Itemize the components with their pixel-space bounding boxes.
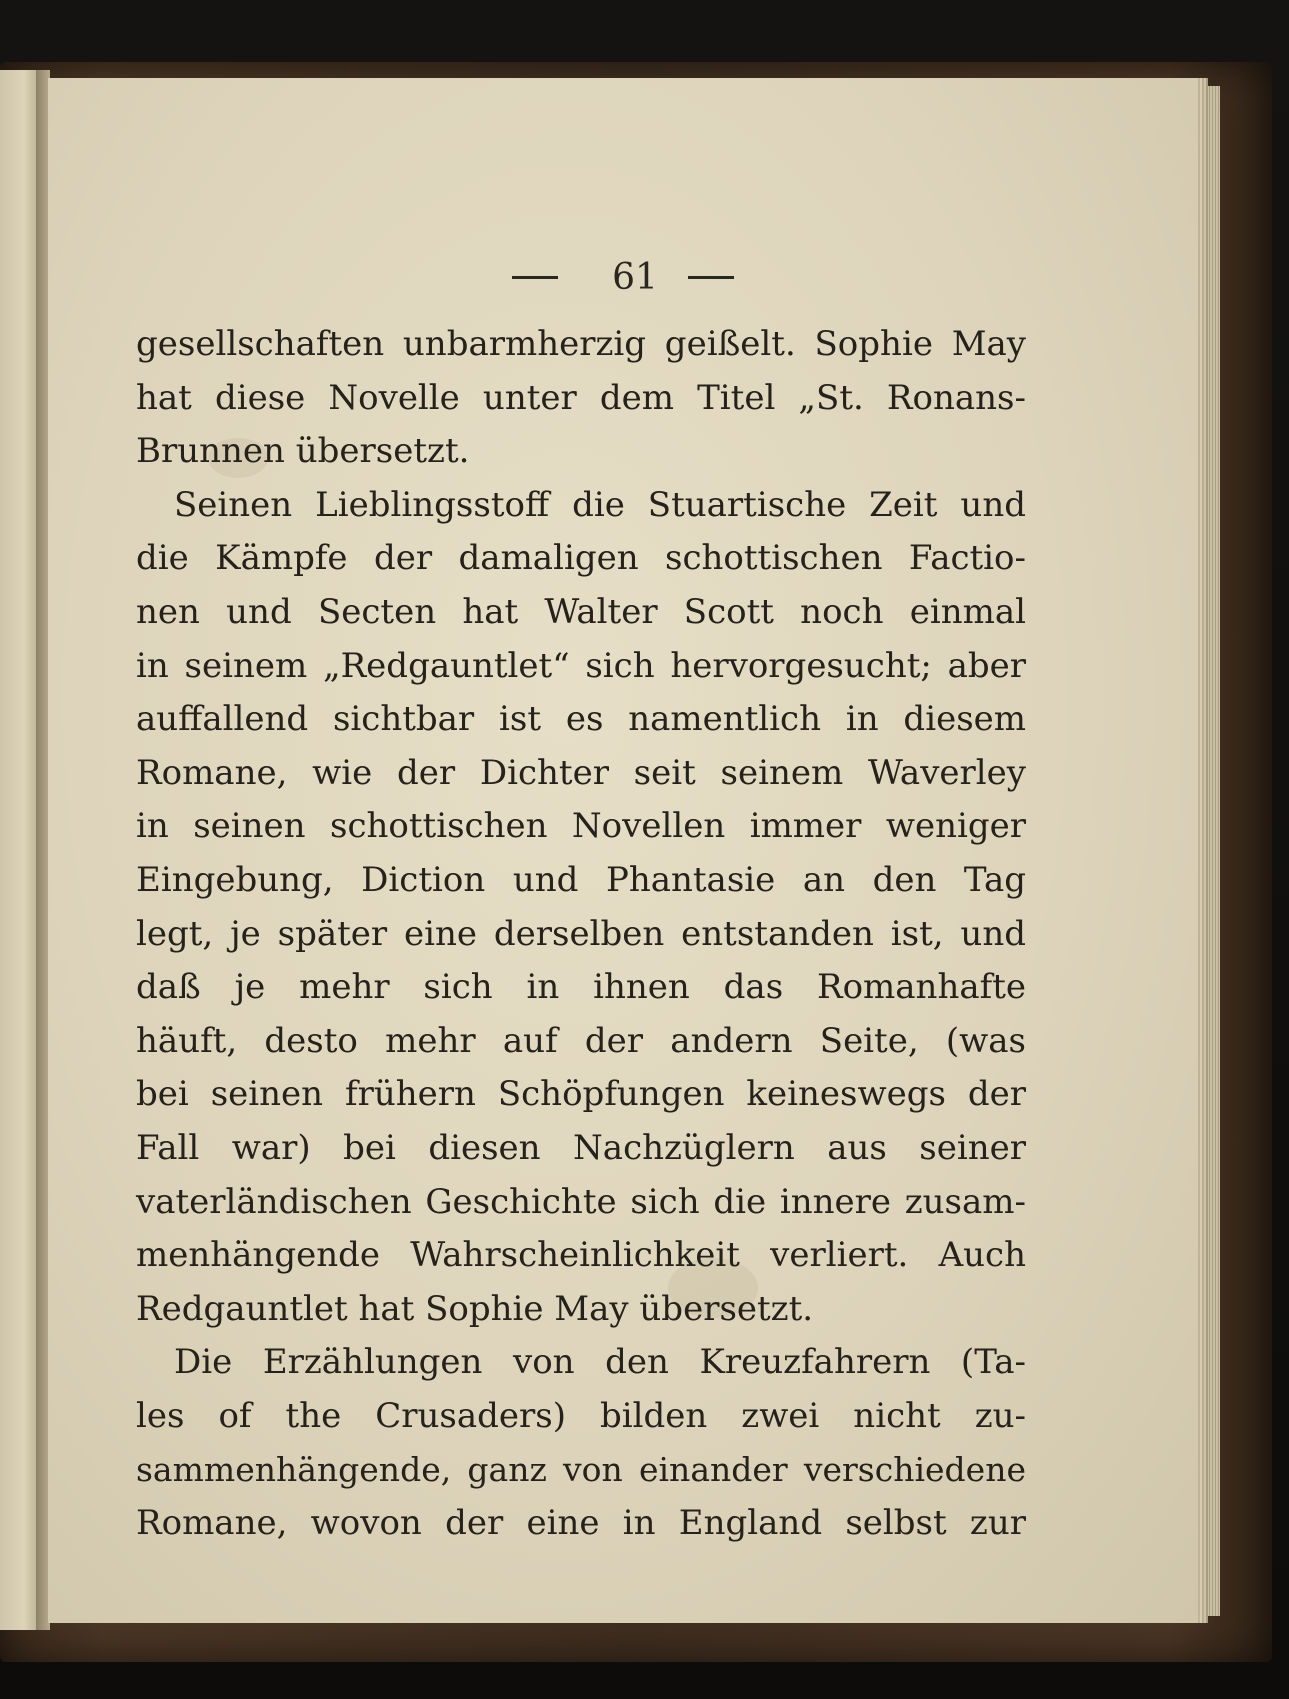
text-line: legt, je später eine derselben entstanden ist, und	[136, 913, 1026, 954]
text-line: Seinen Lieblingsstoff die Stuartische Zeit und	[174, 484, 1026, 525]
book-page	[48, 78, 1198, 1623]
text-line: menhängende Wahrscheinlichkeit verliert. Auch	[136, 1235, 1026, 1276]
text-line: Die Erzählungen von den Kreuzfahrern (Ta-	[174, 1342, 1026, 1383]
previous-page-edge	[0, 70, 40, 1630]
text-line: sammenhängende, ganz von einander verschiedene	[136, 1450, 1026, 1490]
text-line: vaterländischen Geschichte sich die innere zusam-	[136, 1181, 1026, 1222]
text-line: nen und Secten hat Walter Scott noch einmal	[136, 591, 1026, 632]
text-line: Fall war) bei diesen Nachzüglern aus seiner	[136, 1127, 1026, 1168]
text-line: die Kämpfe der damaligen schottischen Factio-	[136, 538, 1026, 579]
text-line: les of the Crusaders) bilden zwei nicht zu-	[136, 1395, 1026, 1436]
text-line: daß je mehr sich in ihnen das Romanhafte	[136, 967, 1026, 1008]
header-dash-right	[688, 276, 734, 279]
text-line: Romane, wovon der eine in England selbst zur	[136, 1503, 1026, 1544]
header-dash-left	[512, 276, 558, 279]
text-line: Romane, wie der Dichter seit seinem Waverley	[136, 752, 1026, 793]
body-text	[136, 318, 1026, 1551]
text-line: hat diese Novelle unter dem Titel „St. Ronans-	[136, 377, 1026, 418]
text-line: in seinem „Redgauntlet“ sich hervorgesucht; aber	[136, 645, 1026, 686]
text-line: häuft, desto mehr auf der andern Seite, (was	[136, 1020, 1026, 1061]
page-header	[48, 254, 1198, 298]
text-line: auffallend sichtbar ist es namentlich in diesem	[136, 699, 1026, 740]
text-line: gesellschaften unbarmherzig geißelt. Sophie May	[136, 324, 1026, 364]
page-number: 61	[612, 256, 658, 298]
text-line: Redgauntlet hat Sophie May übersetzt.	[136, 1288, 814, 1329]
text-line: bei seinen frühern Schöpfungen keineswegs der	[136, 1074, 1026, 1115]
page-stack-edge	[1198, 86, 1220, 1616]
text-line: Brunnen übersetzt.	[136, 431, 470, 472]
text-line: in seinen schottischen Novellen immer weniger	[136, 806, 1026, 847]
text-line: Eingebung, Diction und Phantasie an den Tag	[136, 859, 1026, 900]
